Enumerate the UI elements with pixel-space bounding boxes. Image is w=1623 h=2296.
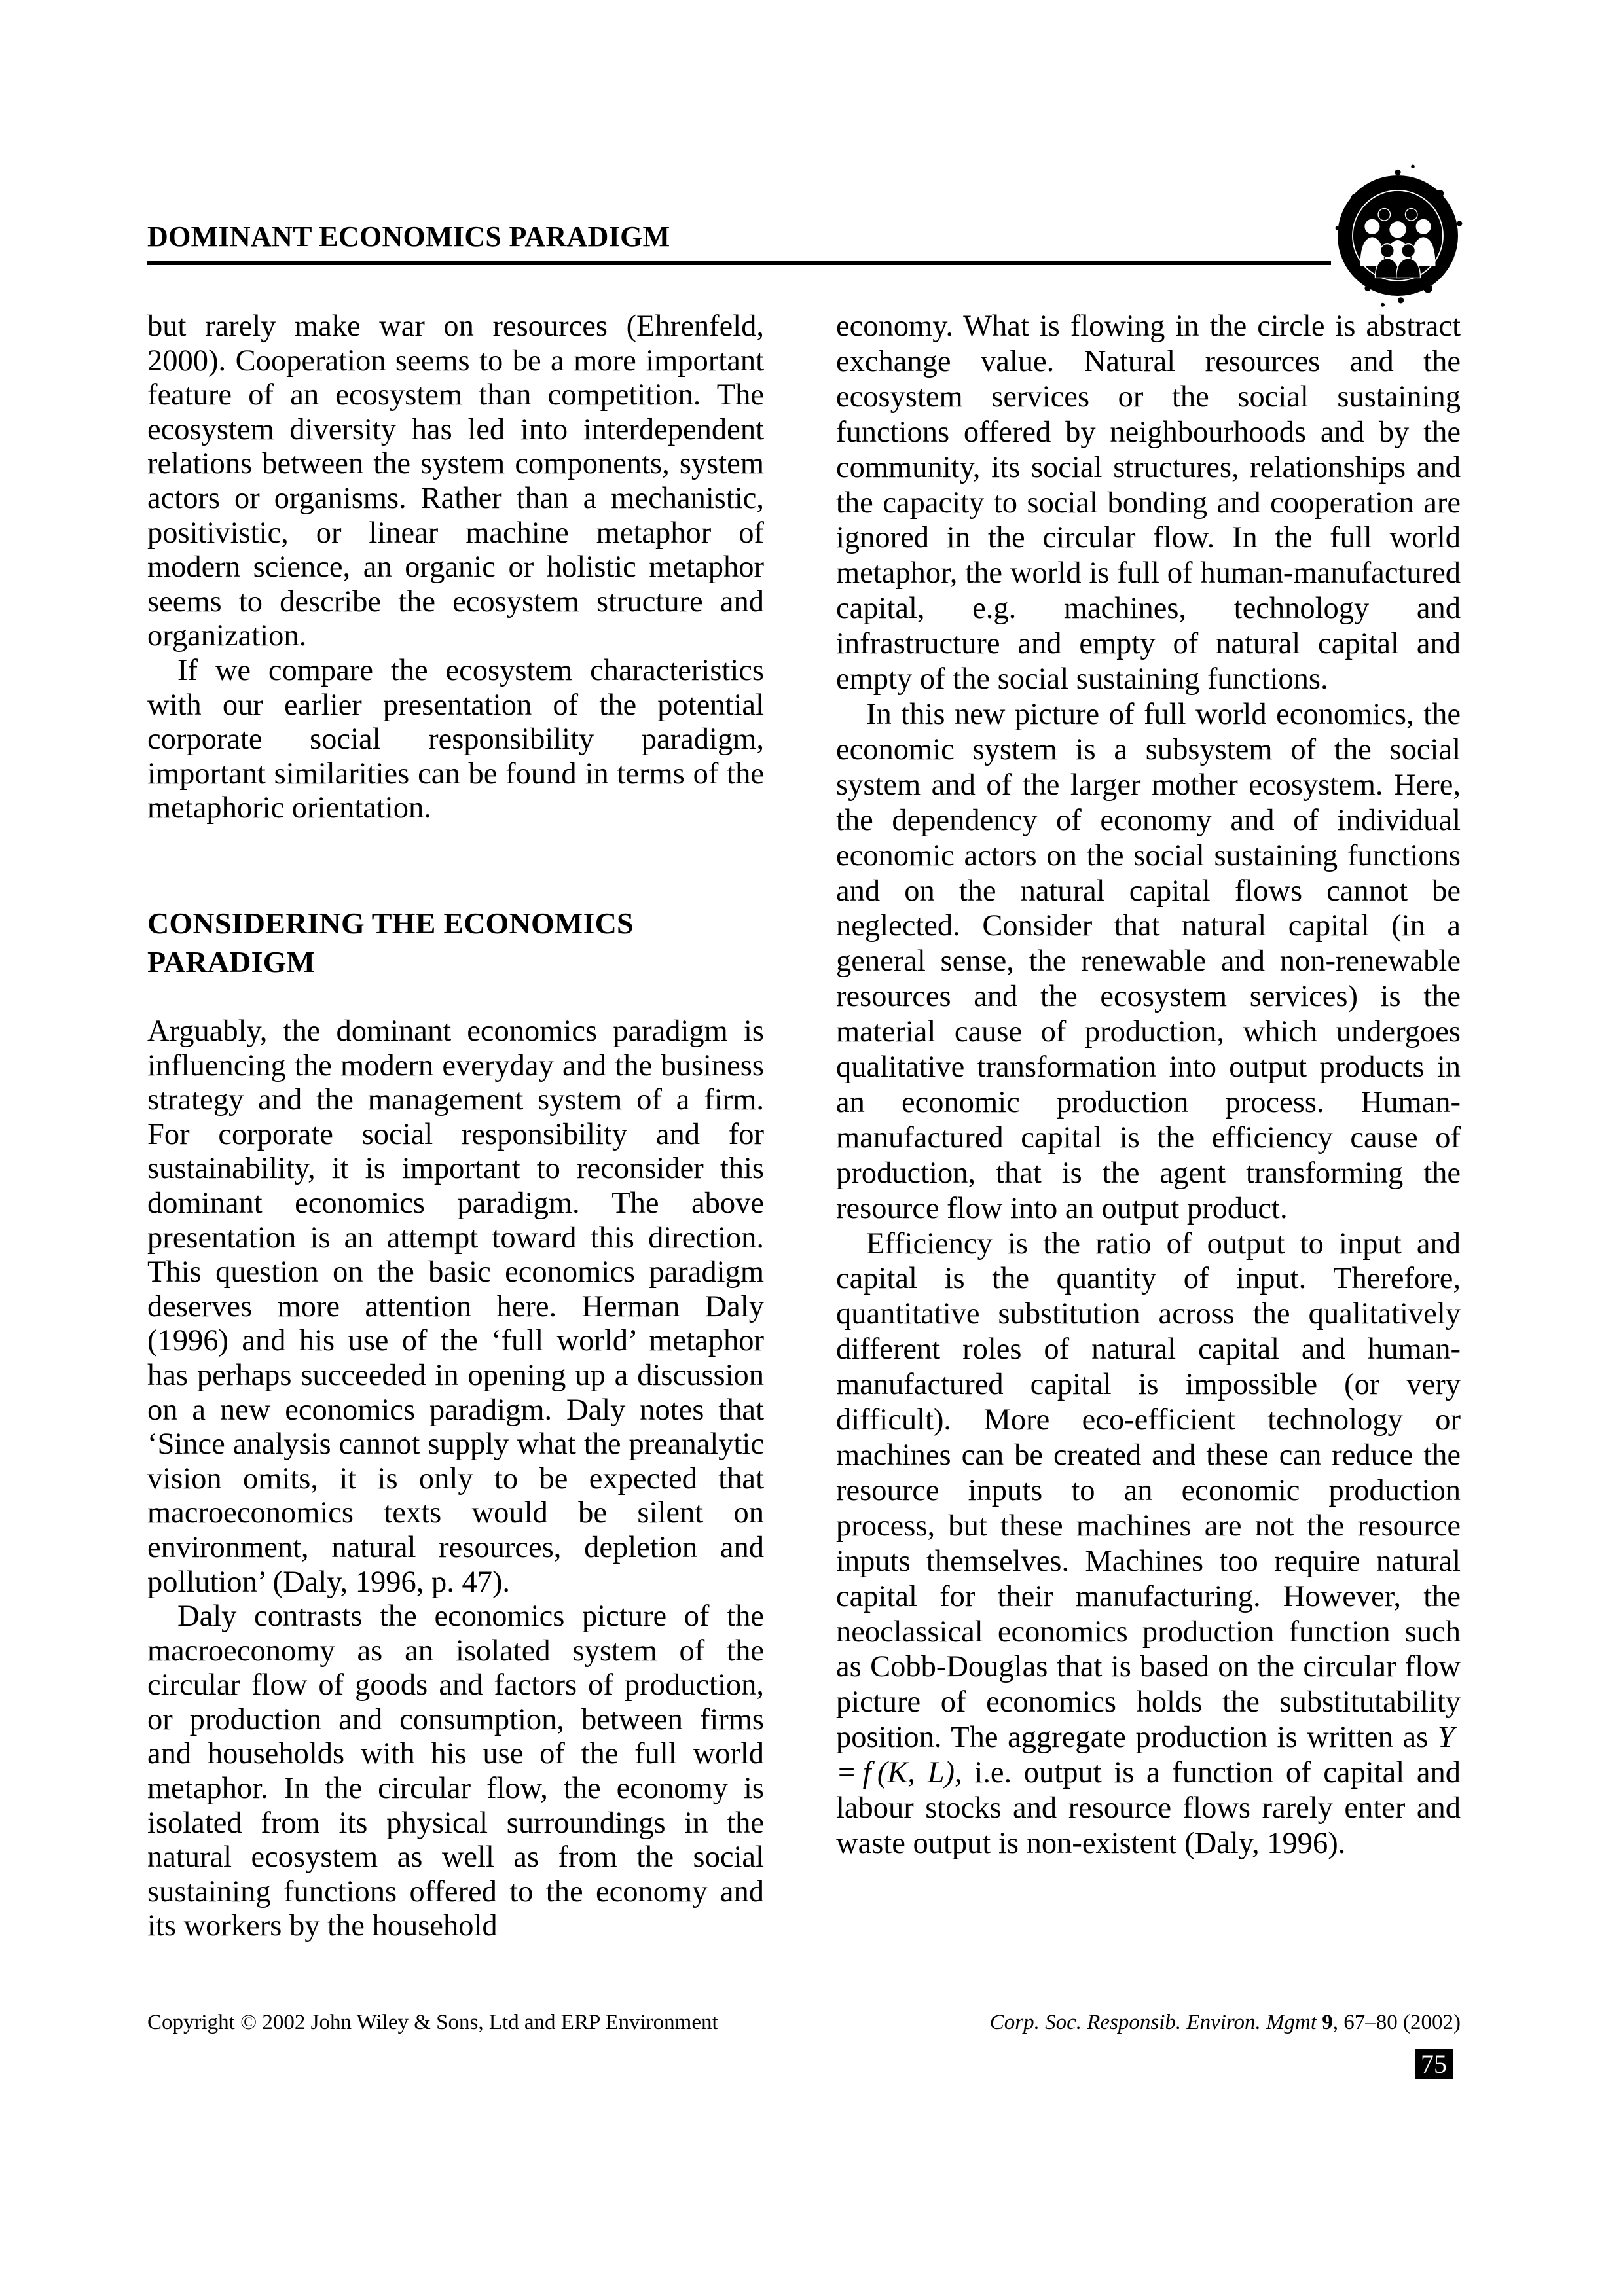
community-people-circle-logo-icon xyxy=(1322,160,1473,311)
journal-name: Corp. Soc. Responsib. Environ. Mgmt xyxy=(989,2011,1317,2034)
paragraph: In this new picture of full world economics, the economic system is a subsystem of the social system and of the larger mother ecosystem. Here, the dependency of economy and of individual economic actors on the social sustaining functions and on the natural capital flows cannot be neglected. Consider that natural capital (in a general sense, the renewable and non-renewable resources and the ecosystem services) is the material cause of production, which undergoes qualitative transformation into output products in an economic production process. Human-manufactured capital is the efficiency cause of production, that is the agent transforming the resource flow into an output product. xyxy=(836,697,1461,1225)
production-function-formula: Y = f (K, L) xyxy=(836,1721,1461,1790)
paragraph: but rarely make war on resources (Ehrenfeld, 2000). Cooperation seems to be a more important feature of an ecosystem than competition. The ecosystem diversity has led into interdependent relations between the system components, system actors or organisms. Rather than a mechanistic, positivistic, or linear machine metaphor of modern science, an organic or holistic metaphor seems to describe the ecosystem structure and organization. xyxy=(147,310,764,653)
section-heading: CONSIDERING THE ECONOMICS PARADIGM xyxy=(147,906,634,978)
right-column xyxy=(836,309,1461,1861)
page-number: 75 xyxy=(1415,2049,1453,2079)
paragraph xyxy=(836,1227,1461,1861)
paragraph: economy. What is flowing in the circle is abstract exchange value. Natural resources and the ecosystem services or the social sustaining functions offered by neighbourhoods and by the community, its social structures, relationships and the capacity to social bonding and cooperation are ignored in the circular flow. In the full world metaphor, the world is full of human-manufactured capital, e.g. machines, technology and infrastructure and empty of natural capital and empty of the social sustaining functions. xyxy=(836,310,1461,696)
journal-pages-year: , 67–80 (2002) xyxy=(1332,2011,1461,2034)
paragraph: If we compare the ecosystem characteristics with our earlier presentation of the potential corporate social responsibility paradigm, important similarities can be found in terms of the metaphoric orientation. xyxy=(147,653,764,825)
left-column-continued xyxy=(147,1014,764,1944)
paragraph-text: , i.e. output is a function of capital and labour stocks and resource flows rarely enter and waste output is non-existent (Daly, 1996). xyxy=(836,1756,1461,1860)
running-head-title: DOMINANT ECONOMICS PARADIGM xyxy=(147,221,670,253)
header-rule xyxy=(147,261,1331,265)
journal-volume: 9 xyxy=(1322,2011,1333,2034)
left-column xyxy=(147,310,764,826)
paragraph-text: Efficiency is the ratio of output to input and capital is the quantity of input. Therefore, quantitative substitution across the qualitatively different roles of natural capital and human-manufactured capital is impossible (or very difficult). More eco-efficient technology or machines can be created and these can reduce the resource inputs to an economic production process, but these machines are not the resource inputs themselves. Machines too require natural capital for their manufacturing. However, the neoclassical economics production function such as Cobb-Douglas that is based on the circular flow picture of economics holds the substitutability position. The aggregate production is written as xyxy=(836,1227,1461,1755)
paragraph: Arguably, the dominant economics paradigm is influencing the modern everyday and the business strategy and the management system of a firm. For corporate social responsibility and for sustainability, it is important to reconsider this dominant economics paradigm. The above presentation is an attempt toward this direction. This question on the basic economics paradigm deserves more attention here. Herman Daly (1996) and his use of the ‘full world’ metaphor has perhaps succeeded in opening up a discussion on a new economics paradigm. Daly notes that ‘Since analysis cannot supply what the preanalytic vision omits, it is only to be expected that macroeconomics texts would be silent on environment, natural resources, depletion and pollution’ (Daly, 1996, p. 47). xyxy=(147,1014,764,1599)
copyright-notice: Copyright © 2002 John Wiley & Sons, Ltd and ERP Environment xyxy=(147,2011,718,2034)
paragraph: Daly contrasts the economics picture of the macroeconomy as an isolated system of the circular flow of goods and factors of production, or production and consumption, between firms and households with his use of the full world metaphor. In the circular flow, the economy is isolated from its physical surroundings in the natural ecosystem as well as from the social sustaining functions offered to the economy and its workers by the household xyxy=(147,1600,764,1943)
journal-citation xyxy=(990,2009,1461,2036)
